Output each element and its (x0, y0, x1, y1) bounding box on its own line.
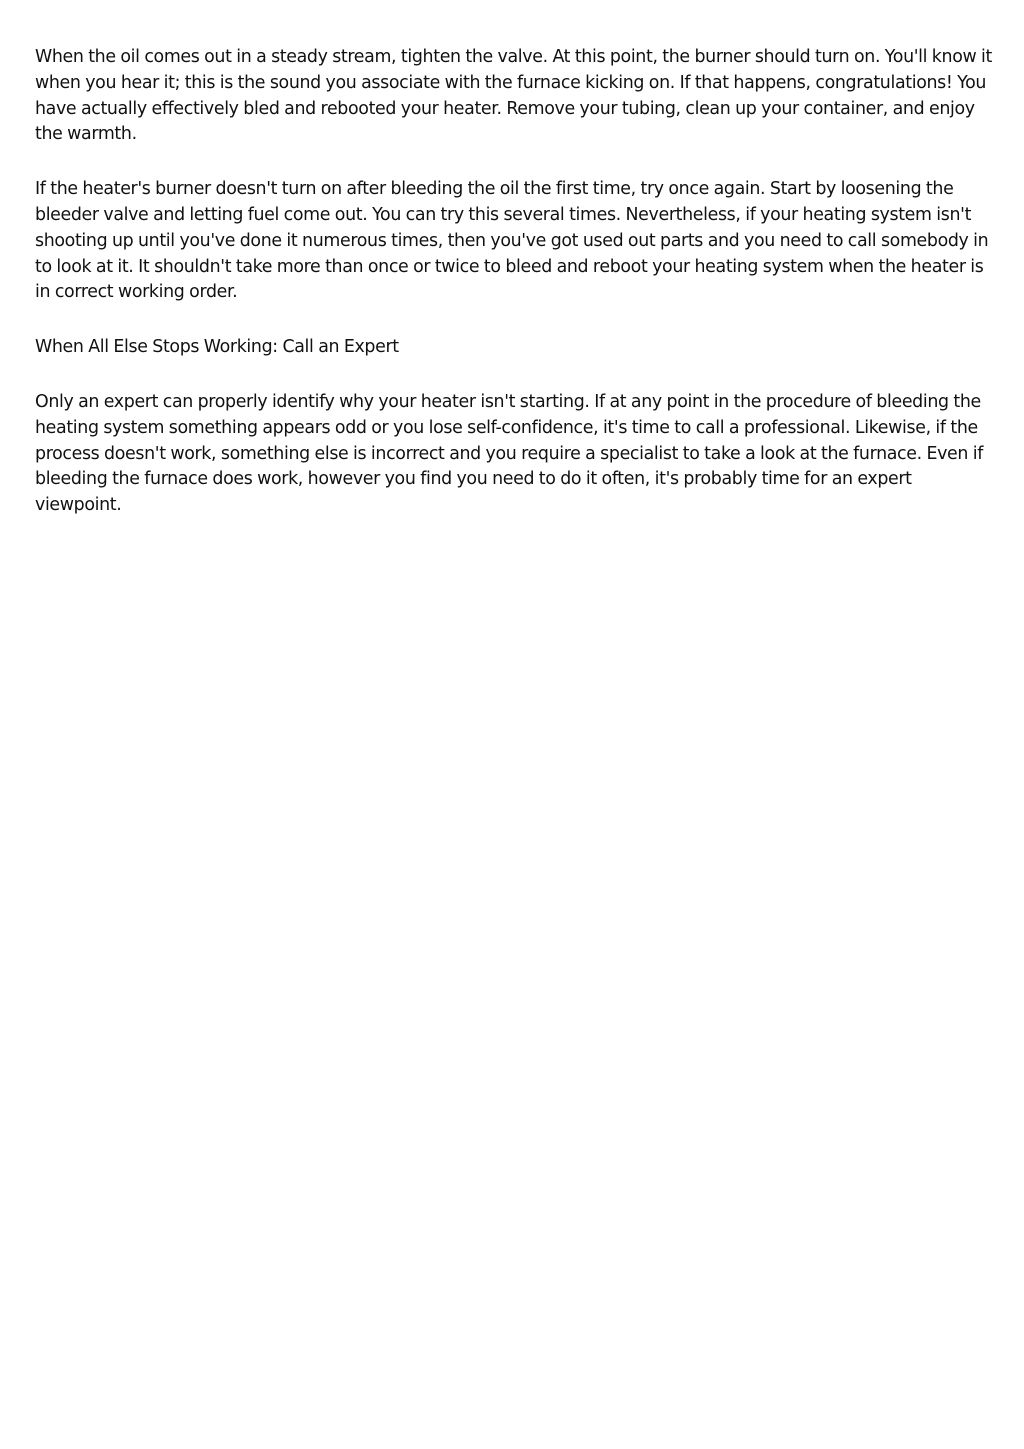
paragraph-burner-retry: If the heater's burner doesn't turn on after bleeding the oil the first time, try once again. Start by loosening the bleeder valve and letting fuel come out. You can try this several times. Nevertheless, if your heating system isn't shooting up until you've done it numerous times, then you've got used out parts and you need to call somebody in to look at it. It shouldn't take more than once or twice to bleed and reboot your heating system when the heater is in correct working order. (35, 179, 989, 303)
paragraph-oil-stream: When the oil comes out in a steady stream, tighten the valve. At this point, the burner should turn on. You'll know it when you hear it; this is the sound you associate with the furnace kicking on. If that happens, congratulations! You have actually effectively bled and rebooted your heater. Remove your tubing, clean up your container, and enjoy the warmth. (35, 47, 992, 145)
section-heading-call-expert: When All Else Stops Working: Call an Expert (35, 337, 399, 358)
paragraph-expert: Only an expert can properly identify why your heater isn't starting. If at any point in the procedure of bleeding the heating system something appears odd or you lose self-confidence, it's time to call a professional. Likewise, if the process doesn't work, something else is incorrect and you require a specialist to take a look at the furnace. Even if bleeding the furnace does work, however you find you need to do it often, it's probably time for an expert viewpoint. (35, 391, 984, 516)
document-body (35, 45, 993, 548)
